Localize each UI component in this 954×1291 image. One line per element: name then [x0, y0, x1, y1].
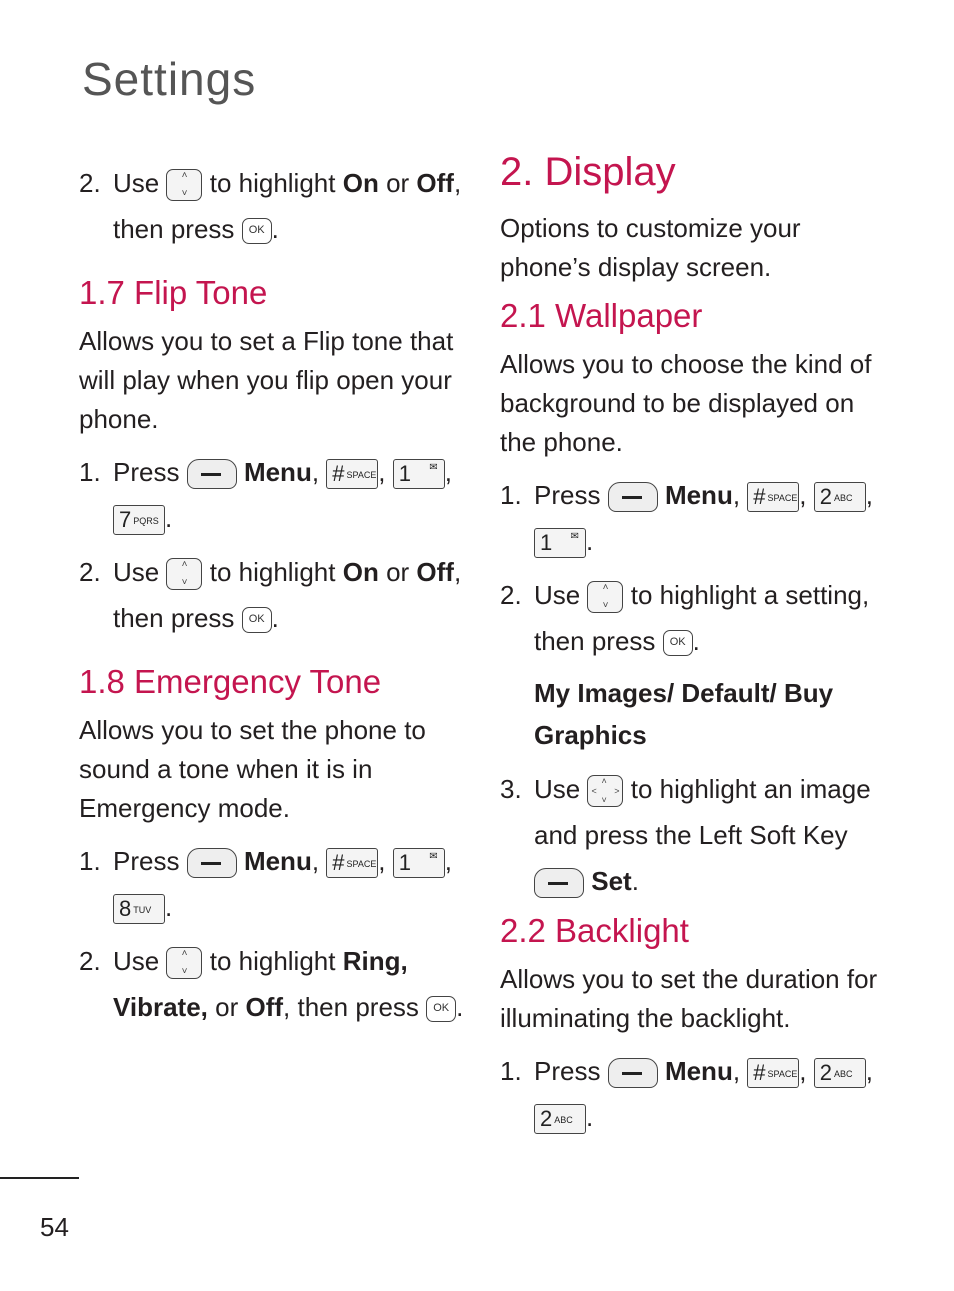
nav-key-icon — [587, 581, 623, 613]
menu-label: Menu — [243, 457, 312, 487]
hash-key-icon: # SPACE — [326, 459, 378, 489]
voicemail-icon: ✉ — [429, 851, 438, 863]
wallpaper-options: My Images/ Default/ Buy Graphics — [534, 678, 834, 750]
left-column — [79, 160, 479, 1038]
emergency-tone-description: Allows you to set the phone to sound a tone when it is in Emergency mode. — [79, 715, 426, 823]
off-option: Off — [416, 168, 454, 198]
ok-key-icon: OK — [663, 630, 693, 656]
left-soft-key-icon — [534, 868, 584, 898]
page-number: 54 — [40, 1212, 69, 1242]
two-key-icon: 2 ABC — [814, 482, 866, 512]
set-label: Set — [591, 866, 632, 896]
hash-key-icon: # SPACE — [326, 848, 378, 878]
footer-rule — [0, 1177, 79, 1179]
nav-key-icon — [166, 169, 202, 201]
one-key-icon: 1 ✉ — [534, 528, 586, 558]
section-heading-wallpaper: 2.1 Wallpaper — [500, 297, 703, 334]
ok-key-icon: OK — [242, 607, 272, 633]
wallpaper-step-1: 1. Press Menu, # SPACE, 2 ABC , 1 ✉ . — [500, 472, 890, 564]
wallpaper-description: Allows you to choose the kind of background to be displayed on the phone. — [500, 349, 872, 457]
flip-tone-step-1: 1. Press Menu, # SPACE, 1 ✉ , 7 PQRS . — [79, 449, 479, 541]
right-column — [500, 150, 890, 1148]
step-number: 2. — [79, 168, 101, 198]
menu-label: Menu — [243, 846, 312, 876]
hash-key-icon: # SPACE — [747, 482, 799, 512]
section-heading-display: 2. Display — [500, 150, 676, 194]
one-key-icon: 1 ✉ — [393, 848, 445, 878]
nav-key-icon — [166, 947, 202, 979]
nav-key-icon — [166, 558, 202, 590]
step-2-on-off: 2. Use ˄ ˅ to highlight On or Off, then press OK . — [79, 160, 479, 252]
hash-key-icon: # SPACE — [747, 1058, 799, 1088]
menu-label: Menu — [664, 1056, 733, 1086]
on-option: On — [342, 168, 379, 198]
one-key-icon: 1 ✉ — [393, 459, 445, 489]
section-heading-emergency-tone: 1.8 Emergency Tone — [79, 663, 382, 700]
emergency-tone-step-1: 1. Press Menu, # SPACE, 1 ✉ , 8 TUV . — [79, 838, 479, 930]
page-title: Settings — [82, 53, 257, 105]
two-key-icon: 2 ABC — [534, 1104, 586, 1134]
left-soft-key-icon — [187, 459, 237, 489]
wallpaper-step-2: 2. Use ˄ ˅ to highlight a setting, then press OK . — [500, 572, 890, 664]
four-way-nav-key-icon: ˄ ˅ ˂ ˃ — [587, 775, 623, 807]
flip-tone-description: Allows you to set a Flip tone that will play when you flip open your phone. — [79, 326, 454, 434]
left-soft-key-icon — [608, 1058, 658, 1088]
voicemail-icon: ✉ — [570, 531, 579, 543]
section-heading-flip-tone: 1.7 Flip Tone — [79, 274, 268, 311]
ok-key-icon: OK — [426, 996, 456, 1022]
step-text: Use — [113, 168, 160, 198]
step-text: , then press — [113, 168, 462, 244]
emergency-tone-step-2: 2. Use ˄ ˅ to highlight Ring, Vibrate, or Off, then press OK . — [79, 938, 479, 1030]
seven-key-icon: 7 PQRS — [113, 505, 165, 535]
left-soft-key-icon — [187, 848, 237, 878]
wallpaper-step-3: 3. Use ˄ ˅ ˂ ˃ to highlight an image and press the Left Soft Key Set. — [500, 766, 890, 904]
step-text: or — [386, 168, 410, 198]
step-text: to highlight — [209, 168, 336, 198]
left-soft-key-icon — [608, 482, 658, 512]
voicemail-icon: ✉ — [429, 462, 438, 474]
menu-label: Menu — [664, 480, 733, 510]
backlight-description: Allows you to set the duration for illuminating the backlight. — [500, 964, 878, 1033]
two-key-icon: 2 ABC — [814, 1058, 866, 1088]
section-heading-backlight: 2.2 Backlight — [500, 912, 689, 949]
ok-key-icon: OK — [242, 218, 272, 244]
backlight-step-1: 1. Press Menu, # SPACE, 2 ABC , 2 ABC . — [500, 1048, 890, 1140]
flip-tone-step-2: 2. Use ˄ ˅ to highlight On or Off, then press OK . — [79, 549, 479, 641]
eight-key-icon: 8 TUV — [113, 894, 165, 924]
display-description: Options to customize your phone’s display screen. — [500, 213, 801, 282]
